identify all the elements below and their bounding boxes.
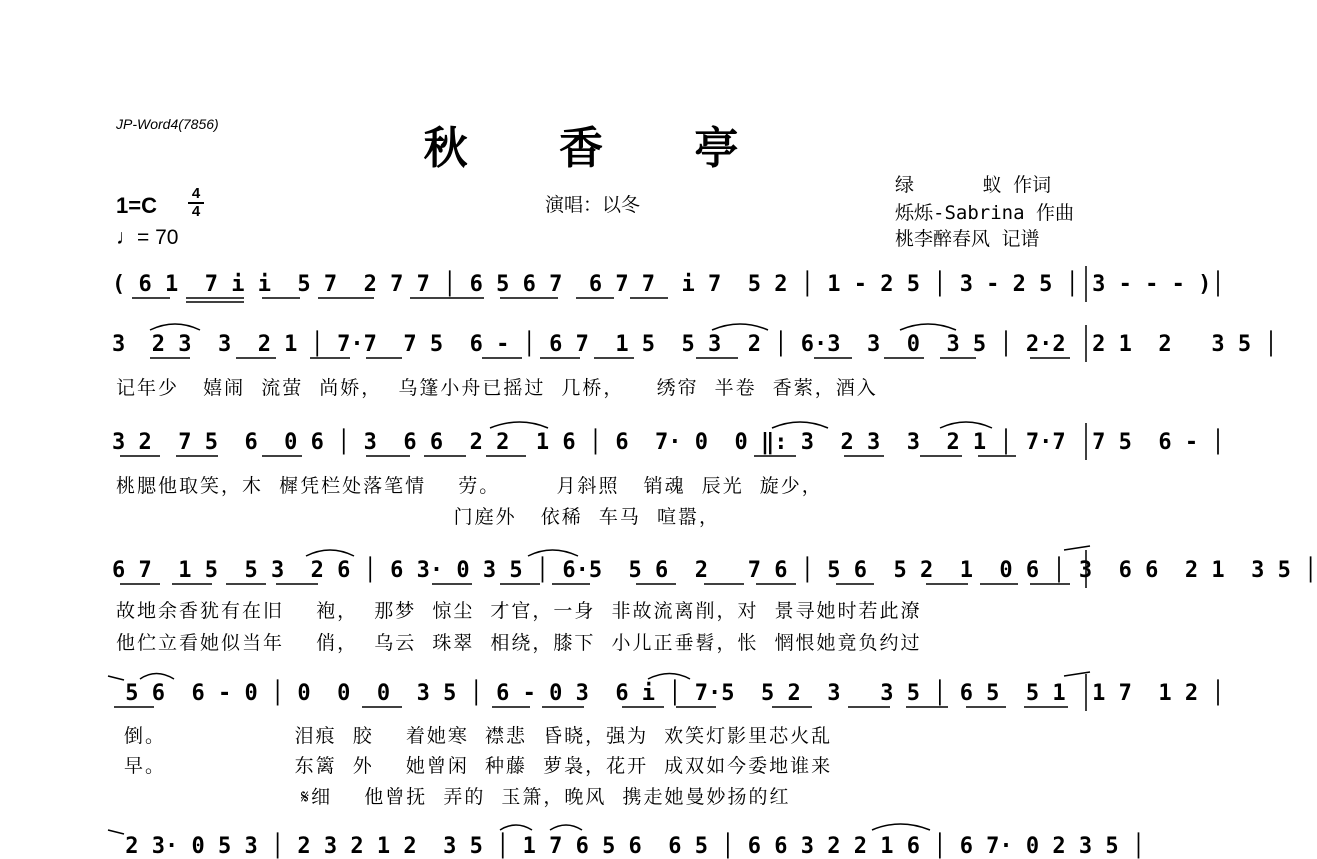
source-label: JP-Word4(7856) [116,116,219,132]
lyric-row-7: 早。 东篱 外 她曾闲 种藤 萝袅，花开 成双如今委地谁来 [116,755,833,777]
slur-arc [528,550,578,556]
notation-row-1: ( 6 1 7 i i 5 7 2 7 7 │ 6 5 6 7 6 7 7 i 7 5 2 │ 1 - 2 5 │ 3 - 2 5 │ 3 - - - )│ [112,272,1225,297]
slur-arc [550,825,582,830]
singer-credit: 演唱：以冬 [545,194,641,216]
slur-arc [108,676,124,680]
lyricist-credit: 绿 蚁 作词 [895,174,1052,196]
notation-row-2: 3 2 3 3 2 1 │ 7·7 7 5 6 - │ 6 7 1 5 5 3 2 │ 6·3 3 0 3 5 │ 2·2 2 1 2 3 5 │ [112,332,1278,357]
slur-arc [712,324,768,330]
slur-arc [1064,546,1090,550]
slur-arc [490,422,548,428]
slur-arc [500,825,532,830]
lyric-row-2: 桃腮他取笑，木 樨凭栏处落笔情 劳。 月斜照 销魂 辰光 旋少， [116,475,823,497]
slur-arc [940,422,992,428]
time-signature-top: 4 [191,185,201,202]
lyric-row-8: 𝄋细 他曾抚 弄的 玉箫，晚风 携走她曼妙扬的红 [116,786,791,808]
lyric-row-6: 倒。 泪痕 胶 着她寒 襟悲 昏晓，强为 欢笑灯影里芯火乱 [116,725,833,747]
slur-arc [306,550,354,556]
tempo-marking: ♩= 70 [116,226,179,249]
slur-arc [150,324,200,330]
composer-credit: 烁烁-Sabrina 作曲 [895,202,1074,224]
key-signature: 1=C [116,193,157,218]
notation-row-6: 2 3· 0 5 3 │ 2 3 2 1 2 3 5 │ 1 7 6 5 6 6 5 │ 6 6 3 2 2 1 6 │ 6 7· 0 2 3 5 │ [112,834,1146,859]
slur-arc [772,422,828,428]
slur-arc [1064,672,1090,676]
time-signature [186,186,206,220]
lyric-row-4: 故地余香犹有在旧 袍， 那梦 惊尘 才官，一身 非故流离削，对 景寻她时若此潦 [116,600,922,622]
notation-row-5: 5 6 6 - 0 │ 0 0 0 3 5 │ 6 - 0 3 6 i │ 7·5 5 2 3 3 5 │ 6 5 5 1 1 7 1 2 │ [112,681,1225,706]
song-title: 秋 香 亭 [423,123,777,174]
notation-row-4: 6 7 1 5 5 3 2 6 │ 6 3· 0 3 5 │ 6·5 5 6 2 7 6 │ 5 6 5 2 1 0 6 │ 3 6 6 2 1 3 5 │ [112,558,1317,583]
transcriber-credit: 桃李醉春风 记谱 [895,228,1040,250]
notation-row-3: 3 2 7 5 6 0 6 │ 3 6 6 2 2 1 6 │ 6 7· 0 0 ‖: 3 2 3 3 2 1 │ 7·7 7 5 6 - │ [112,430,1225,455]
lyric-row-1: 记年少 嬉闹 流萤 尚娇， 乌篷小舟已摇过 几桥， 绣帘 半卷 香萦，酒入 [116,377,878,399]
slur-arc [140,674,174,680]
slur-arc [872,824,930,830]
lyric-row-5: 他伫立看她似当年 俏， 乌云 珠翠 相绕，膝下 小儿正垂髫，怅 惘恨她竟负约过 [116,632,922,654]
lyric-row-3: 门庭外 依稀 车马 喧嚣， [116,506,720,528]
slur-arc [900,324,956,330]
slur-arc [648,674,690,680]
time-signature-bottom: 4 [191,203,201,220]
